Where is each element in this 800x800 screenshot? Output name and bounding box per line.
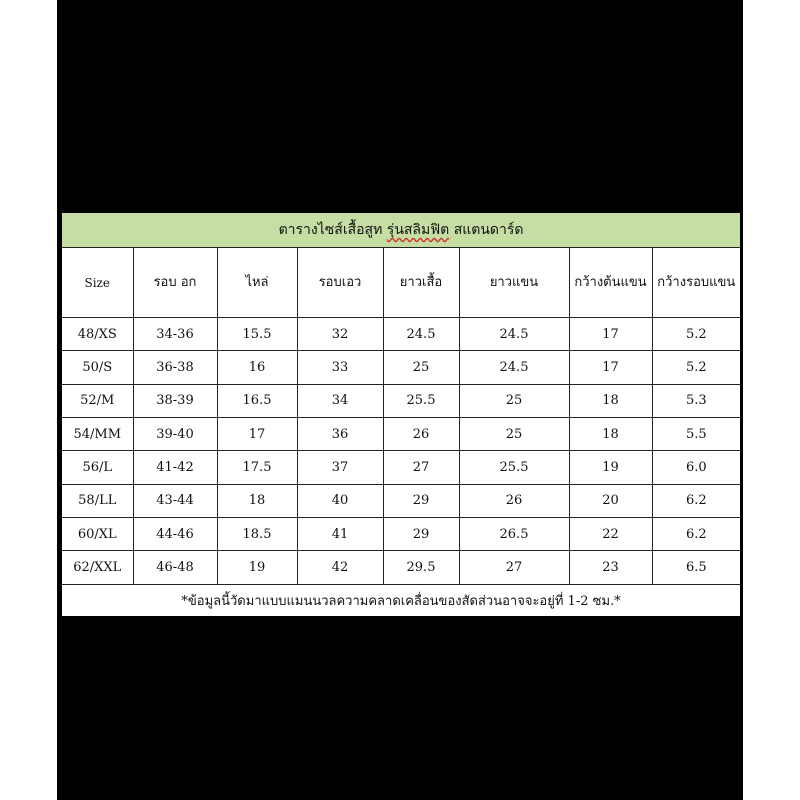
measurement-cell: 24.5 xyxy=(459,351,569,384)
column-header: กว้างรอบแขน xyxy=(652,248,741,318)
measurement-cell: 6.5 xyxy=(652,551,741,584)
table-row xyxy=(61,384,741,417)
measurement-cell: 41 xyxy=(297,518,383,551)
measurement-cell: 6.2 xyxy=(652,518,741,551)
measurement-cell: 20 xyxy=(569,484,652,517)
measurement-cell: 42 xyxy=(297,551,383,584)
measurement-cell: 27 xyxy=(459,551,569,584)
table-row xyxy=(61,318,741,351)
table-note-row xyxy=(61,584,741,617)
table-row xyxy=(61,418,741,451)
column-header: Size xyxy=(61,248,133,318)
table-row xyxy=(61,518,741,551)
table-title-part3: สแตนดาร์ด xyxy=(449,222,524,239)
table-row xyxy=(61,551,741,584)
table-body xyxy=(61,318,741,585)
table-title-row xyxy=(61,212,741,248)
size-cell: 48/XS xyxy=(61,318,133,351)
size-cell: 58/LL xyxy=(61,484,133,517)
column-header: กว้างต้นแขน xyxy=(569,248,652,318)
size-cell: 62/XXL xyxy=(61,551,133,584)
measurement-cell: 33 xyxy=(297,351,383,384)
measurement-cell: 26 xyxy=(459,484,569,517)
column-header: รอบเอว xyxy=(297,248,383,318)
table-note: *ข้อมูลนี้วัดมาแบบแมนนวลความคลาดเคลื่อนของสัดส่วนอาจจะอยู่ที่ 1-2 ซม.* xyxy=(61,584,741,617)
measurement-cell: 17 xyxy=(569,351,652,384)
measurement-cell: 26.5 xyxy=(459,518,569,551)
size-cell: 56/L xyxy=(61,451,133,484)
measurement-cell: 18 xyxy=(569,384,652,417)
size-cell: 52/M xyxy=(61,384,133,417)
size-cell: 60/XL xyxy=(61,518,133,551)
measurement-cell: 15.5 xyxy=(217,318,297,351)
measurement-cell: 5.2 xyxy=(652,351,741,384)
measurement-cell: 16.5 xyxy=(217,384,297,417)
measurement-cell: 34 xyxy=(297,384,383,417)
table-header-row xyxy=(61,248,741,318)
measurement-cell: 44-46 xyxy=(133,518,217,551)
column-header: ยาวเสื้อ xyxy=(383,248,459,318)
measurement-cell: 17.5 xyxy=(217,451,297,484)
table-title xyxy=(61,212,741,248)
measurement-cell: 24.5 xyxy=(459,318,569,351)
measurement-cell: 32 xyxy=(297,318,383,351)
measurement-cell: 26 xyxy=(383,418,459,451)
measurement-cell: 18 xyxy=(569,418,652,451)
measurement-cell: 39-40 xyxy=(133,418,217,451)
size-cell: 54/MM xyxy=(61,418,133,451)
table-row xyxy=(61,351,741,384)
measurement-cell: 29 xyxy=(383,484,459,517)
measurement-cell: 34-36 xyxy=(133,318,217,351)
size-cell: 50/S xyxy=(61,351,133,384)
measurement-cell: 36-38 xyxy=(133,351,217,384)
measurement-cell: 24.5 xyxy=(383,318,459,351)
measurement-cell: 25.5 xyxy=(459,451,569,484)
measurement-cell: 6.0 xyxy=(652,451,741,484)
measurement-cell: 5.2 xyxy=(652,318,741,351)
measurement-cell: 40 xyxy=(297,484,383,517)
measurement-cell: 19 xyxy=(569,451,652,484)
measurement-cell: 29 xyxy=(383,518,459,551)
column-header: ไหล่ xyxy=(217,248,297,318)
measurement-cell: 38-39 xyxy=(133,384,217,417)
measurement-cell: 27 xyxy=(383,451,459,484)
measurement-cell: 18.5 xyxy=(217,518,297,551)
measurement-cell: 23 xyxy=(569,551,652,584)
measurement-cell: 19 xyxy=(217,551,297,584)
measurement-cell: 17 xyxy=(569,318,652,351)
table-row xyxy=(61,451,741,484)
size-chart-table xyxy=(60,211,742,618)
measurement-cell: 22 xyxy=(569,518,652,551)
table-title-part2: รุ่นสลิมฟิต xyxy=(386,222,450,239)
column-header: รอบ อก xyxy=(133,248,217,318)
measurement-cell: 25 xyxy=(383,351,459,384)
measurement-cell: 29.5 xyxy=(383,551,459,584)
column-header: ยาวแขน xyxy=(459,248,569,318)
measurement-cell: 37 xyxy=(297,451,383,484)
measurement-cell: 18 xyxy=(217,484,297,517)
table-row xyxy=(61,484,741,517)
measurement-cell: 25 xyxy=(459,384,569,417)
measurement-cell: 25 xyxy=(459,418,569,451)
measurement-cell: 6.2 xyxy=(652,484,741,517)
table-title-part1: ตารางไซส์เสื้อสูท xyxy=(278,222,387,239)
measurement-cell: 17 xyxy=(217,418,297,451)
measurement-cell: 43-44 xyxy=(133,484,217,517)
measurement-cell: 36 xyxy=(297,418,383,451)
measurement-cell: 5.5 xyxy=(652,418,741,451)
measurement-cell: 46-48 xyxy=(133,551,217,584)
measurement-cell: 16 xyxy=(217,351,297,384)
measurement-cell: 41-42 xyxy=(133,451,217,484)
measurement-cell: 5.3 xyxy=(652,384,741,417)
measurement-cell: 25.5 xyxy=(383,384,459,417)
